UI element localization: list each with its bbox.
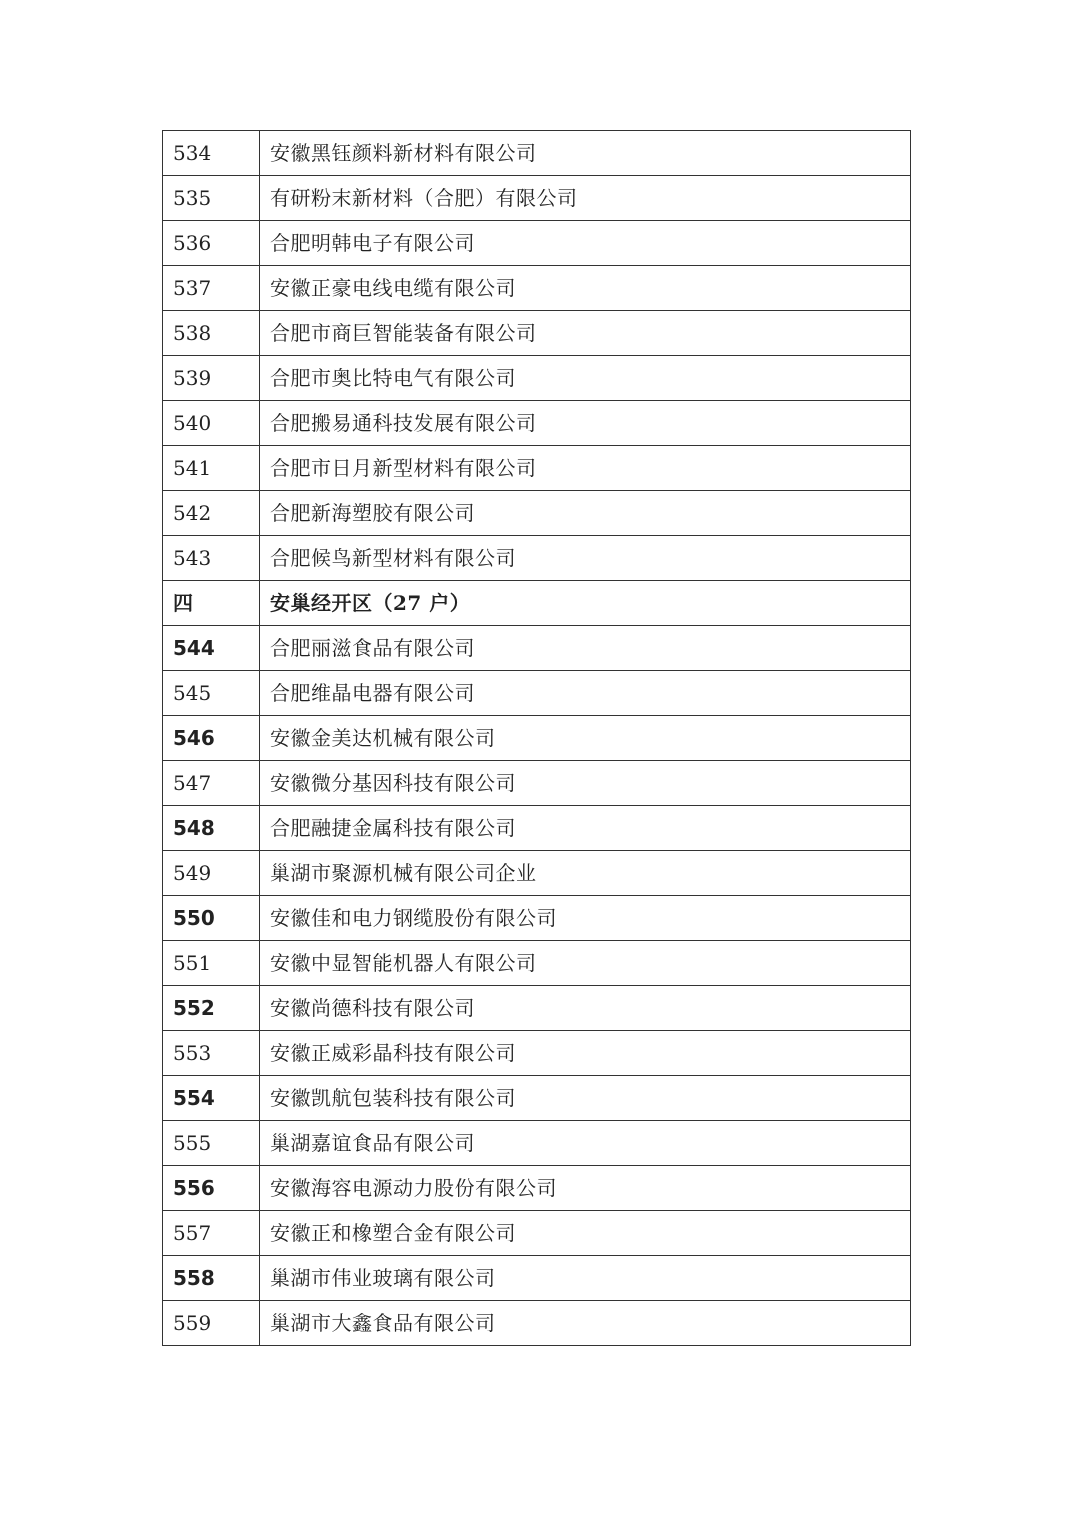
row-number: 557 bbox=[163, 1211, 260, 1256]
table-row bbox=[163, 716, 911, 761]
table-row bbox=[163, 941, 911, 986]
row-number: 536 bbox=[163, 221, 260, 266]
row-number: 544 bbox=[163, 626, 260, 671]
table-row bbox=[163, 1256, 911, 1301]
row-number: 543 bbox=[163, 536, 260, 581]
table-row bbox=[163, 1211, 911, 1256]
table-row bbox=[163, 1301, 911, 1346]
row-number: 559 bbox=[163, 1301, 260, 1346]
section-header-row bbox=[163, 581, 911, 626]
row-number: 541 bbox=[163, 446, 260, 491]
table-row bbox=[163, 311, 911, 356]
company-name: 合肥新海塑胶有限公司 bbox=[260, 491, 911, 536]
company-name: 合肥融捷金属科技有限公司 bbox=[260, 806, 911, 851]
row-number: 552 bbox=[163, 986, 260, 1031]
company-name: 安徽海容电源动力股份有限公司 bbox=[260, 1166, 911, 1211]
row-number: 558 bbox=[163, 1256, 260, 1301]
table-row bbox=[163, 851, 911, 896]
company-name: 合肥市日月新型材料有限公司 bbox=[260, 446, 911, 491]
company-name: 巢湖市聚源机械有限公司企业 bbox=[260, 851, 911, 896]
table-row bbox=[163, 671, 911, 716]
row-number: 548 bbox=[163, 806, 260, 851]
company-name: 安徽凯航包装科技有限公司 bbox=[260, 1076, 911, 1121]
company-name: 安徽尚德科技有限公司 bbox=[260, 986, 911, 1031]
row-number: 555 bbox=[163, 1121, 260, 1166]
company-name: 有研粉末新材料（合肥）有限公司 bbox=[260, 176, 911, 221]
company-name: 安徽正和橡塑合金有限公司 bbox=[260, 1211, 911, 1256]
section-title: 安巢经开区（27 户） bbox=[260, 581, 911, 626]
company-list-table bbox=[162, 130, 911, 1346]
company-name: 安徽金美达机械有限公司 bbox=[260, 716, 911, 761]
table-row bbox=[163, 806, 911, 851]
company-name: 安徽黑钰颜料新材料有限公司 bbox=[260, 131, 911, 176]
company-name: 合肥市奥比特电气有限公司 bbox=[260, 356, 911, 401]
company-name: 巢湖嘉谊食品有限公司 bbox=[260, 1121, 911, 1166]
company-name: 巢湖市大鑫食品有限公司 bbox=[260, 1301, 911, 1346]
row-number: 546 bbox=[163, 716, 260, 761]
table-row bbox=[163, 986, 911, 1031]
row-number: 542 bbox=[163, 491, 260, 536]
company-name: 合肥市商巨智能装备有限公司 bbox=[260, 311, 911, 356]
company-name: 巢湖市伟业玻璃有限公司 bbox=[260, 1256, 911, 1301]
section-number: 四 bbox=[163, 581, 260, 626]
row-number: 549 bbox=[163, 851, 260, 896]
company-name: 安徽佳和电力钢缆股份有限公司 bbox=[260, 896, 911, 941]
table-row bbox=[163, 1121, 911, 1166]
table-row bbox=[163, 446, 911, 491]
row-number: 554 bbox=[163, 1076, 260, 1121]
table-row bbox=[163, 491, 911, 536]
table-row bbox=[163, 221, 911, 266]
table-row bbox=[163, 401, 911, 446]
company-name: 合肥候鸟新型材料有限公司 bbox=[260, 536, 911, 581]
table-row bbox=[163, 1166, 911, 1211]
row-number: 556 bbox=[163, 1166, 260, 1211]
table-row bbox=[163, 266, 911, 311]
table-row bbox=[163, 1076, 911, 1121]
row-number: 553 bbox=[163, 1031, 260, 1076]
table-row bbox=[163, 626, 911, 671]
company-name: 合肥丽滋食品有限公司 bbox=[260, 626, 911, 671]
company-name: 安徽微分基因科技有限公司 bbox=[260, 761, 911, 806]
row-number: 538 bbox=[163, 311, 260, 356]
row-number: 547 bbox=[163, 761, 260, 806]
row-number: 535 bbox=[163, 176, 260, 221]
company-name: 安徽正威彩晶科技有限公司 bbox=[260, 1031, 911, 1076]
row-number: 540 bbox=[163, 401, 260, 446]
table-row bbox=[163, 536, 911, 581]
table-row bbox=[163, 1031, 911, 1076]
company-name: 安徽正豪电线电缆有限公司 bbox=[260, 266, 911, 311]
row-number: 534 bbox=[163, 131, 260, 176]
row-number: 551 bbox=[163, 941, 260, 986]
table-row bbox=[163, 896, 911, 941]
row-number: 545 bbox=[163, 671, 260, 716]
table-row bbox=[163, 176, 911, 221]
table-row bbox=[163, 356, 911, 401]
company-name: 合肥明韩电子有限公司 bbox=[260, 221, 911, 266]
row-number: 550 bbox=[163, 896, 260, 941]
table-row bbox=[163, 131, 911, 176]
row-number: 537 bbox=[163, 266, 260, 311]
row-number: 539 bbox=[163, 356, 260, 401]
company-name: 安徽中显智能机器人有限公司 bbox=[260, 941, 911, 986]
company-name: 合肥维晶电器有限公司 bbox=[260, 671, 911, 716]
table-row bbox=[163, 761, 911, 806]
company-name: 合肥搬易通科技发展有限公司 bbox=[260, 401, 911, 446]
